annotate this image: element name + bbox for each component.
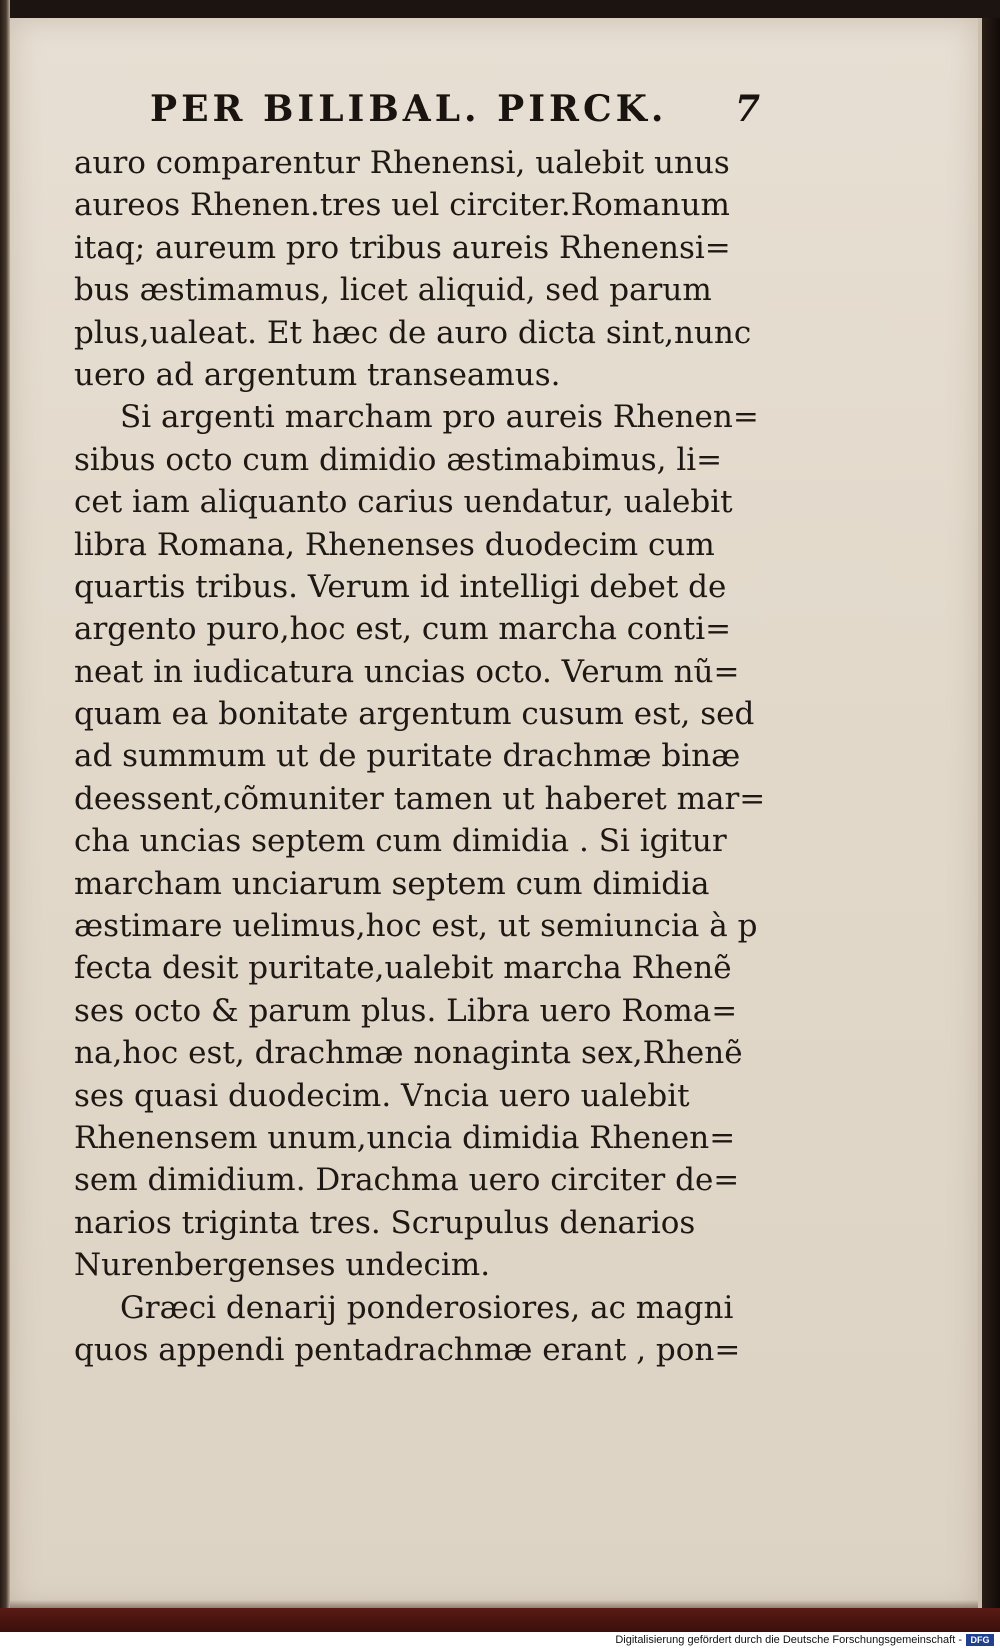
text-line: aureos Rhenen.tres uel circiter.Romanum bbox=[74, 187, 730, 224]
body-text bbox=[74, 142, 794, 1371]
text-line: neat in iudicatura uncias octo. Verum nũ= bbox=[74, 653, 740, 690]
text-line: auro comparentur Rhenensi, ualebit unus bbox=[74, 145, 730, 181]
text-line: itaq; aureum pro tribus aureis Rhenensi= bbox=[74, 229, 731, 266]
text-line: uero ad argentum transeamus. bbox=[74, 356, 561, 393]
footer-credit: Digitalisierung gefördert durch die Deutsche Forschungsgemeinschaft - bbox=[615, 1634, 962, 1646]
text-line: Rhenensem unum,uncia dimidia Rhenen= bbox=[74, 1119, 736, 1156]
text-line: narios triginta tres. Scrupulus denarios bbox=[74, 1204, 696, 1241]
text-line: sibus octo cum dimidio æstimabimus, li= bbox=[74, 441, 723, 478]
text-line: argento puro,hoc est, cum marcha conti= bbox=[74, 611, 732, 648]
text-line: quos appendi pentadrachmæ erant , pon= bbox=[74, 1331, 741, 1368]
text-line: fecta desit puritate,ualebit marcha Rhenẽ bbox=[74, 950, 732, 987]
text-line: deessent,cõmuniter tamen ut haberet mar= bbox=[74, 780, 766, 817]
text-line: na,hoc est, drachmæ nonaginta sex,Rhenẽ bbox=[74, 1035, 743, 1072]
text-line: marcham unciarum septem cum dimidia bbox=[74, 865, 710, 902]
text-line: ad summum ut de puritate drachmæ binæ bbox=[74, 738, 741, 775]
dfg-logo: DFG bbox=[966, 1634, 994, 1646]
page-number: 7 bbox=[734, 88, 760, 130]
text-line: ses octo & parum plus. Libra uero Roma= bbox=[74, 992, 738, 1029]
text-line: cet iam aliquanto carius uendatur, ualebit bbox=[74, 484, 733, 521]
text-line: libra Romana, Rhenenses duodecim cum bbox=[74, 526, 715, 563]
text-line: cha uncias septem cum dimidia . Si igitur bbox=[74, 823, 727, 860]
text-line: ses quasi duodecim. Vncia uero ualebit bbox=[74, 1077, 690, 1114]
text-line: quartis tribus. Verum id intelligi debet de bbox=[74, 568, 727, 605]
text-line: Græci denarij ponderosiores, ac magni bbox=[120, 1289, 734, 1326]
running-title: PER BILIBAL. PIRCK. bbox=[150, 88, 668, 130]
text-line: bus æstimamus, licet aliquid, sed parum bbox=[74, 272, 712, 309]
book-spine-edge bbox=[0, 0, 10, 1649]
text-line: sem dimidium. Drachma uero circiter de= bbox=[74, 1162, 740, 1199]
text-line: Nurenbergenses undecim. bbox=[74, 1247, 491, 1284]
text-line: quam ea bonitate argentum cusum est, sed bbox=[74, 696, 755, 733]
page-right-edge bbox=[982, 18, 1000, 1608]
running-head bbox=[150, 88, 760, 136]
text-line: æstimare uelimus,hoc est, ut semiuncia à p bbox=[74, 908, 758, 945]
text-line: Si argenti marcham pro aureis Rhenen= bbox=[120, 399, 759, 436]
book-cover-edge bbox=[0, 1608, 1000, 1632]
text-line: plus,ualeat. Et hæc de auro dicta sint,nunc bbox=[74, 314, 752, 351]
